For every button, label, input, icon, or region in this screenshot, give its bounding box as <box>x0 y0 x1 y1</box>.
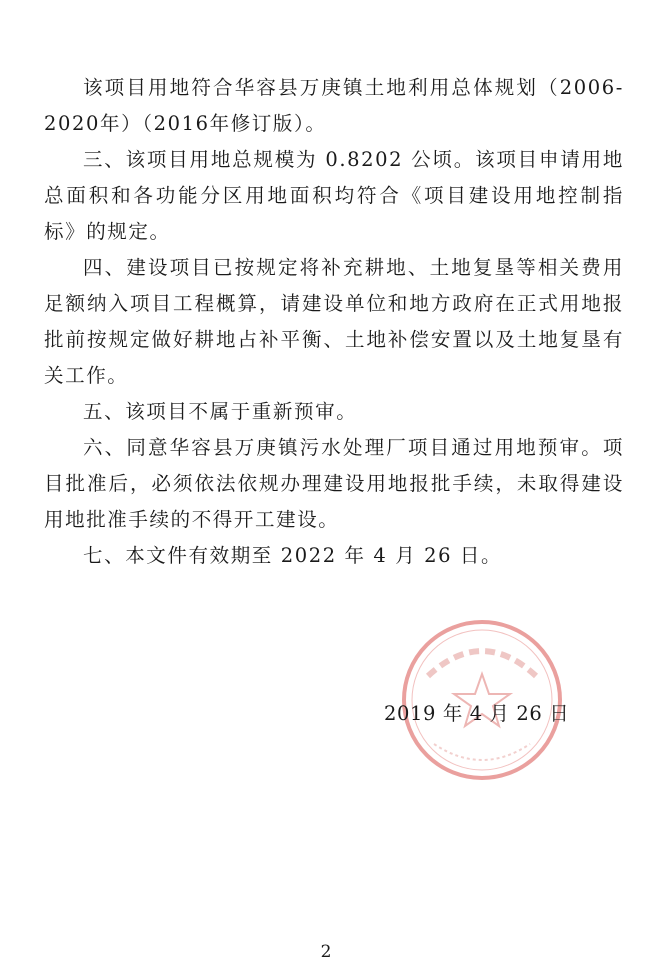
page-number: 2 <box>320 942 332 962</box>
document-date: 2019 年 4 月 26 日 <box>384 702 570 725</box>
paragraph-section-six: 六、同意华容县万庚镇污水处理厂项目通过用地预审。项目批准后，必须依法依规办理建设用地报批手续，未取得建设用地批准手续的不得开工建设。 <box>44 436 624 531</box>
paragraph-section-three: 三、该项目用地总规模为 0.8202 公顷。该项目申请用地总面积和各功能分区用地面积均符合《项目建设用地控制指标》的规定。 <box>44 148 624 243</box>
paragraph-planning-compliance: 该项目用地符合华容县万庚镇土地利用总体规划（2006-2020年）（2016年修订版）。 <box>44 76 624 135</box>
paragraph-section-four: 四、建设项目已按规定将补充耕地、土地复垦等相关费用足额纳入项目工程概算，请建设单位和地方政府在正式用地报批前按规定做好耕地占补平衡、土地补偿安置以及土地复垦有关工作。 <box>44 256 624 387</box>
paragraph-section-five: 五、该项目不属于重新预审。 <box>83 400 358 423</box>
document-body <box>44 70 624 574</box>
paragraph-section-seven: 七、本文件有效期至 2022 年 4 月 26 日。 <box>83 544 503 567</box>
